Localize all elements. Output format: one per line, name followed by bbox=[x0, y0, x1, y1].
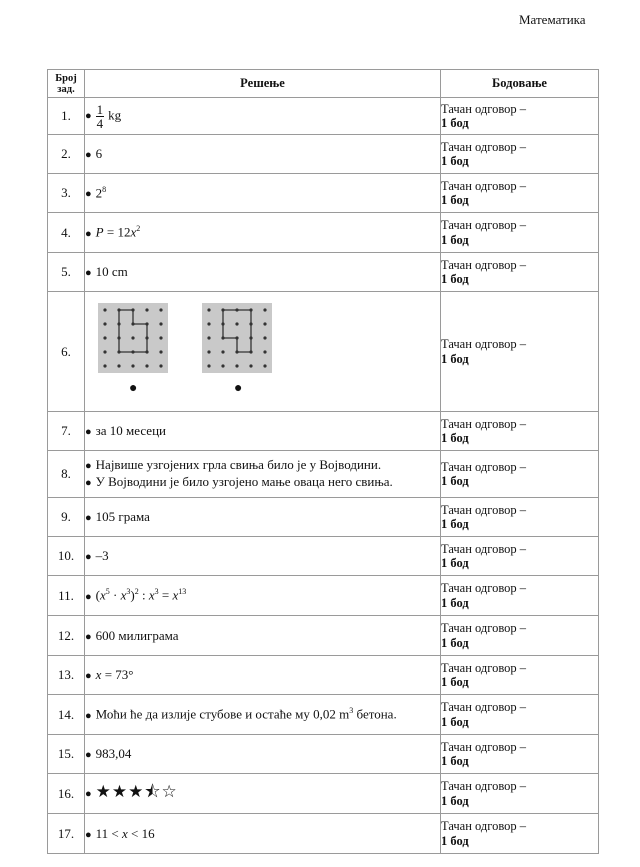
bullet-icon: ● bbox=[85, 477, 92, 489]
table-row bbox=[48, 292, 599, 412]
scoring-cell: Тачан одговор – 1 бод bbox=[441, 213, 599, 253]
header-scoring: Бодовање bbox=[441, 70, 599, 98]
scoring-cell: Тачан одговор – 1 бод bbox=[441, 735, 599, 774]
solution-cell: ● $(x^5 \cdot x^3)^2$ : $x^3 = x^{13}$ bbox=[85, 576, 441, 616]
table-row bbox=[48, 656, 599, 695]
header-solution: Решење bbox=[85, 70, 441, 98]
table-row bbox=[48, 451, 599, 498]
fraction: $\frac{1}{4}$ bbox=[96, 101, 104, 131]
scoring-cell: Тачан одговор – 1 бод bbox=[441, 98, 599, 135]
scoring-cell: Тачан одговор – 1 бод bbox=[441, 576, 599, 616]
task-number: 11. bbox=[48, 576, 85, 616]
header-task-number: Број зад. bbox=[48, 70, 85, 98]
scoring-cell: Тачан одговор – 1 бод bbox=[441, 774, 599, 814]
table-row bbox=[48, 616, 599, 656]
dot-grid-figure-2 bbox=[202, 303, 272, 373]
task-number: 16. bbox=[48, 774, 85, 814]
task-number: 15. bbox=[48, 735, 85, 774]
solution-cell: ● 600 милиграма bbox=[85, 616, 441, 656]
bullet-icon: ● bbox=[85, 149, 92, 161]
scoring-cell: Тачан одговор – 1 бод bbox=[441, 174, 599, 213]
task-number: 5. bbox=[48, 253, 85, 292]
task-number: 13. bbox=[48, 656, 85, 695]
answer-key-table bbox=[47, 69, 599, 854]
bullet-icon: ● bbox=[85, 512, 92, 524]
table-header-row bbox=[48, 70, 599, 98]
solution-cell: ● 6 bbox=[85, 135, 441, 174]
solution-cell: ● 10 cm bbox=[85, 253, 441, 292]
solution-cell bbox=[85, 292, 441, 412]
solution-cell: ● Моћи ће да излије стубове и остаће му 0,02 $m^3$ бетона. bbox=[85, 695, 441, 735]
scoring-cell: Тачан одговор – 1 бод bbox=[441, 814, 599, 854]
scoring-cell: Тачан одговор – 1 бод bbox=[441, 616, 599, 656]
bullet-icon: ● bbox=[85, 426, 92, 438]
table-row bbox=[48, 174, 599, 213]
solution-cell: ● 105 грама bbox=[85, 498, 441, 537]
bullet-icon: ● bbox=[129, 380, 138, 396]
scoring-cell: Тачан одговор – 1 бод bbox=[441, 135, 599, 174]
bullet-icon: ● bbox=[85, 188, 92, 201]
table-row bbox=[48, 814, 599, 854]
bullet-icon: ● bbox=[85, 788, 92, 800]
task-number: 17. bbox=[48, 814, 85, 854]
table-row bbox=[48, 98, 599, 135]
table-row bbox=[48, 735, 599, 774]
table-row bbox=[48, 537, 599, 576]
task-number: 14. bbox=[48, 695, 85, 735]
solution-cell: ● $2^8$ bbox=[85, 174, 441, 213]
solution-cell: ● Највише узгојених грла свиња било је у Војводини. ● У Војводини је било узгојено мање оваца него свиња. bbox=[85, 451, 441, 498]
task-number: 1. bbox=[48, 98, 85, 135]
bullet-icon: ● bbox=[234, 380, 243, 396]
scoring-cell: Тачан одговор – 1 бод bbox=[441, 451, 599, 498]
solution-cell: ● $P = 12x^2$ bbox=[85, 213, 441, 253]
solution-cell: ● 983,04 bbox=[85, 735, 441, 774]
bullet-icon: ● bbox=[85, 460, 92, 472]
task-number: 4. bbox=[48, 213, 85, 253]
page-header-subject: Математика bbox=[519, 12, 586, 27]
solution-cell: ● $\frac{1}{4}$ kg bbox=[85, 98, 441, 135]
scoring-cell: Тачан одговор – 1 бод bbox=[441, 695, 599, 735]
bullet-icon: ● bbox=[85, 749, 92, 761]
bullet-icon: ● bbox=[85, 267, 92, 279]
table-row bbox=[48, 213, 599, 253]
task-number: 2. bbox=[48, 135, 85, 174]
bullet-icon: ● bbox=[85, 828, 92, 841]
bullet-icon: ● bbox=[85, 109, 92, 122]
star-rating: ★★★⯪☆ bbox=[95, 782, 178, 801]
bullet-icon: ● bbox=[85, 227, 92, 240]
scoring-cell: Тачан одговор – 1 бод bbox=[441, 412, 599, 451]
scoring-cell: Тачан одговор – 1 бод bbox=[441, 292, 599, 412]
solution-cell: ● 11 < x < 16 bbox=[85, 814, 441, 854]
dot-grid-figure-1 bbox=[98, 303, 168, 373]
solution-cell bbox=[85, 774, 441, 814]
bullet-icon: ● bbox=[85, 590, 92, 603]
scoring-cell: Тачан одговор – 1 бод bbox=[441, 537, 599, 576]
bullet-icon: ● bbox=[85, 551, 92, 563]
solution-cell: ● –3 bbox=[85, 537, 441, 576]
task-number: 10. bbox=[48, 537, 85, 576]
bullet-icon: ● bbox=[85, 709, 92, 722]
task-number: 3. bbox=[48, 174, 85, 213]
task-number: 9. bbox=[48, 498, 85, 537]
table-row bbox=[48, 695, 599, 735]
bullet-icon: ● bbox=[85, 670, 92, 682]
task-number: 8. bbox=[48, 451, 85, 498]
table-row bbox=[48, 135, 599, 174]
table-row bbox=[48, 498, 599, 537]
bullet-icon: ● bbox=[85, 630, 92, 643]
table-row bbox=[48, 253, 599, 292]
solution-cell: ● за 10 месеци bbox=[85, 412, 441, 451]
grid-figures bbox=[85, 293, 440, 411]
scoring-cell: Тачан одговор – 1 бод bbox=[441, 498, 599, 537]
task-number: 12. bbox=[48, 616, 85, 656]
scoring-cell: Тачан одговор – 1 бод bbox=[441, 656, 599, 695]
table-row bbox=[48, 774, 599, 814]
scoring-cell: Тачан одговор – 1 бод bbox=[441, 253, 599, 292]
table-row bbox=[48, 412, 599, 451]
table-row bbox=[48, 576, 599, 616]
task-number: 6. bbox=[48, 292, 85, 412]
solution-cell: ● x = 73° bbox=[85, 656, 441, 695]
task-number: 7. bbox=[48, 412, 85, 451]
